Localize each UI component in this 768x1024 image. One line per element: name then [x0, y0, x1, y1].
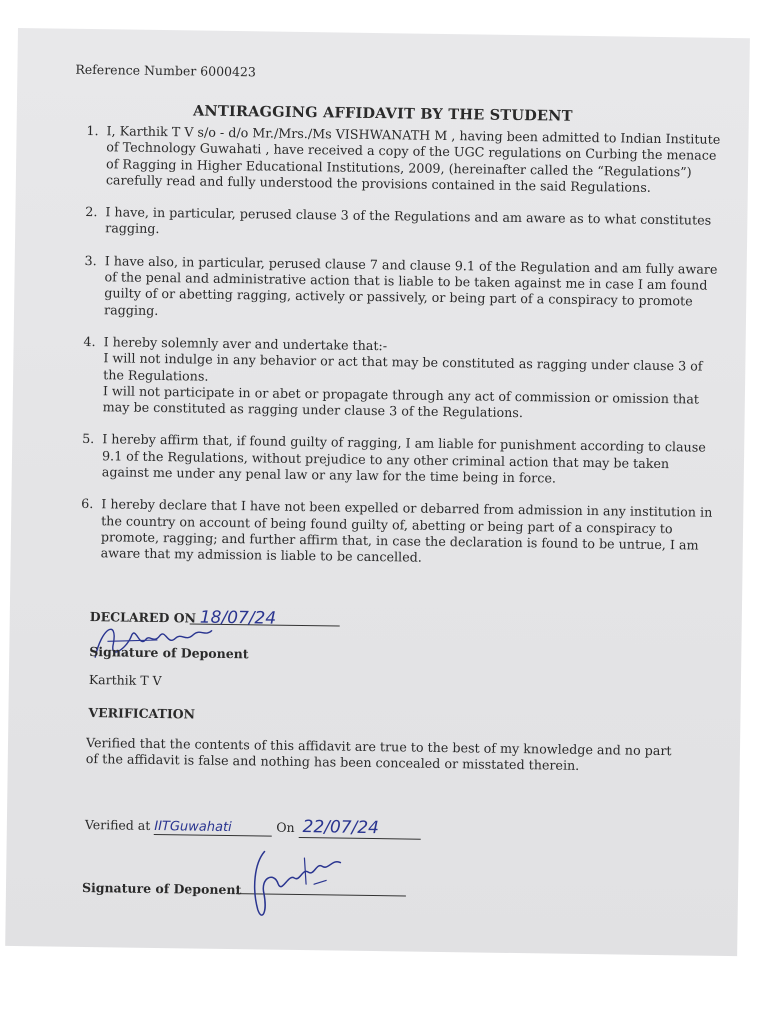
verified-at-label: Verified at: [84, 817, 151, 833]
verification-heading: VERIFICATION: [88, 705, 196, 722]
clause-5: 5. I hereby affirm that, if found guilty of ragging, I am liable for punishment according to clause 9.1 of the Regulations, without prejudice to any other criminal action that may be taken against me under any penal law or any law for the time being in force.: [98, 432, 719, 490]
on-label: On: [276, 819, 295, 835]
signature-of-deponent-label-2: Signature of Deponent: [81, 879, 242, 898]
clause-4: [99, 334, 720, 424]
signature-of-deponent-label: Signature of Deponent: [89, 644, 249, 662]
declared-date-handwritten: 18/07/24: [199, 607, 277, 629]
clause-list: [68, 123, 722, 587]
clause-3: 3. I have also, in particular, perused clause 7 and clause 9.1 of the Regulation and am fully aware of the penal and administrative action that is liable to be taken against me in case I am found guilty of or abetting ragging, actively or passively, or being part of a conspiracy to promote ragging.: [100, 253, 721, 327]
clause-6: 6. I hereby declare that I have not been expelled or debarred from admission in any institution in the country on account of being found guilty of, abetting or being part of a conspiracy to promote, ragging; and further affirm that, in case the declaration is found to be untrue, I am aware that my admission is liable to be cancelled.: [97, 496, 718, 570]
deponent-name: Karthik T V: [88, 672, 162, 689]
clause-2: 2. I have, in particular, perused clause 3 of the Regulations and am aware as to what constitutes ragging.: [101, 204, 721, 245]
verification-text: Verified that the contents of this affidavit are true to the best of my knowledge and no part of the affidavit is false and nothing has been concealed or misstated therein.: [85, 735, 672, 774]
clause-1: 1. I, Karthik T V s/o - d/o Mr./Mrs./Ms VISHWANATH M , having been admitted to Indian Institute of Technology Guwahati , have received a copy of the UGC regulations on Curbing the menace of Ragging in Higher Educational Institutions, 2009, (hereinafter called the “Regulations”) carefully read and fully understood the provisions contained in the said Regulations.: [102, 123, 723, 197]
verified-place-handwritten: IITGuwahati: [154, 819, 272, 837]
deponent-signature-2: [244, 843, 355, 925]
affidavit-page: [5, 28, 750, 956]
document-title: ANTIRAGGING AFFIDAVIT BY THE STUDENT: [192, 102, 573, 125]
clause-4-undertaking-b: I will not participate in or abet or propagate through any act of commission or omission that may be constituted as ragging under clause 3 of the Regulations.: [102, 383, 700, 421]
clause-4-intro: 4. I hereby solemnly aver and undertake that:-: [103, 334, 388, 354]
clause-4-undertaking-a: I will not indulge in any behavior or act that may be constituted as ragging under clause 3 of the Regulations.: [103, 350, 703, 384]
declared-on-label: DECLARED ON: [89, 609, 197, 626]
verified-at-row: [85, 814, 421, 840]
verified-date-handwritten: 22/07/24: [298, 817, 420, 840]
reference-number: Reference Number 6000423: [75, 61, 257, 80]
deponent-signature-1: [87, 617, 218, 669]
